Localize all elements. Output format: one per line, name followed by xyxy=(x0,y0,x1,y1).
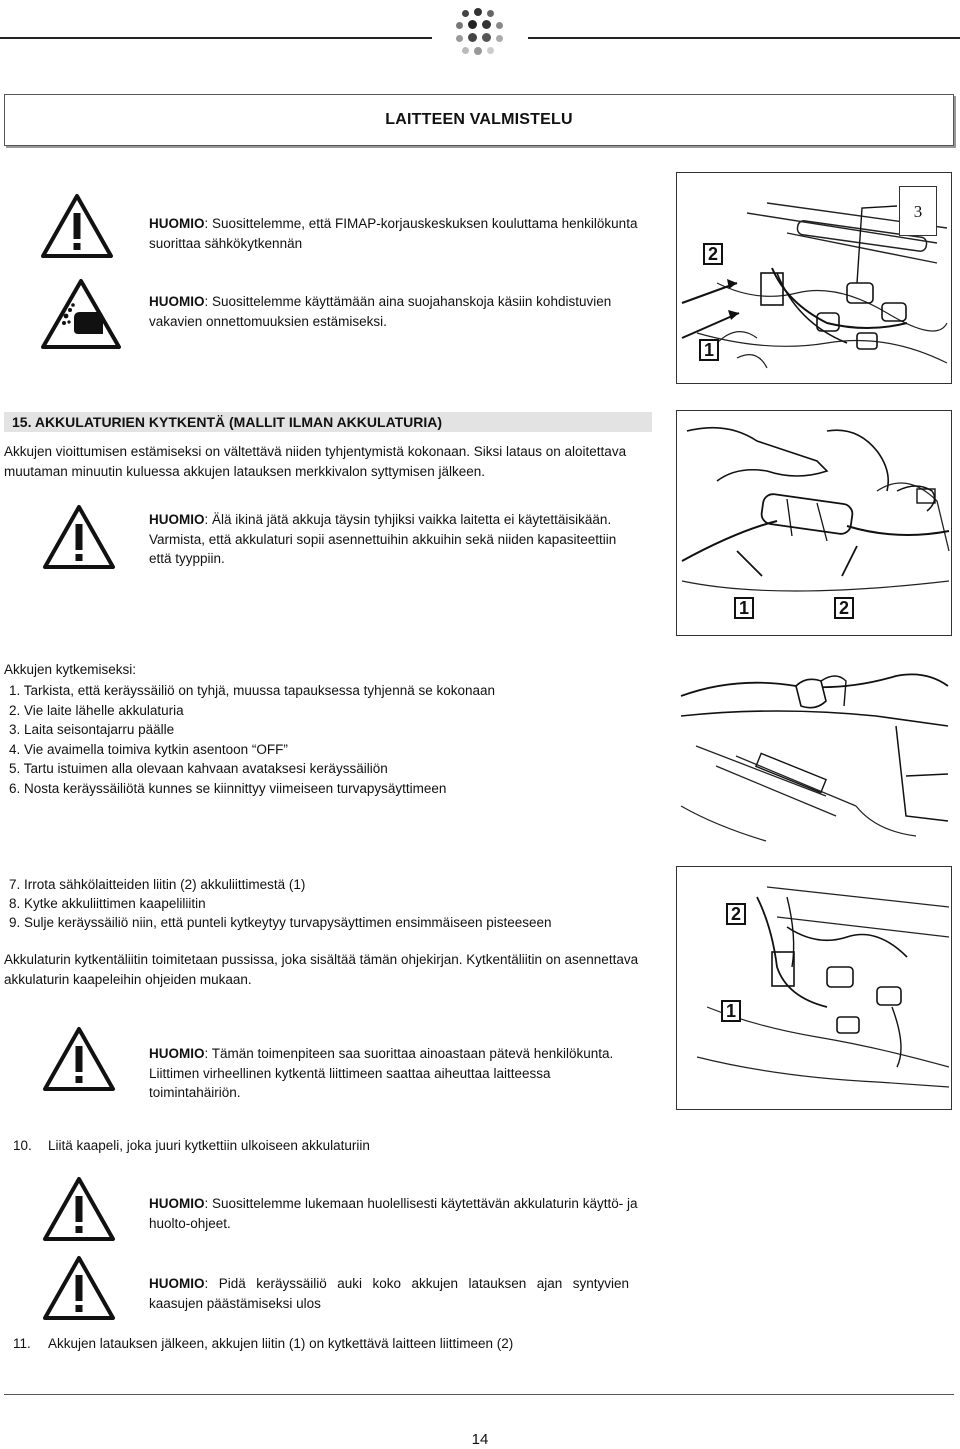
step-11-text: Akkujen latauksen jälkeen, akkujen liitin (1) on kytkettävä laitteen liittimeen (2) xyxy=(48,1336,514,1351)
step-11-number: 11. xyxy=(13,1336,31,1351)
step-item-3: 3. Laita seisontajarru päälle xyxy=(9,722,175,737)
step-item-9: 9. Sulje keräyssäiliö niin, että punteli kytkeytyy turvapysäyttimen ensimmäiseen pisteeseen xyxy=(9,915,552,930)
header-rule-right xyxy=(528,37,960,39)
warning-label: HUOMIO xyxy=(149,1276,205,1291)
step-item-1: 1. Tarkista, että keräyssäiliö on tyhjä, muussa tapauksessa tyhjennä se kokonaan xyxy=(9,683,496,698)
gloves-hazard-icon xyxy=(40,278,122,350)
warning-text-1: HUOMIO: Suosittelemme, että FIMAP-korjauskeskuksen kouluttama henkilökunta suorittaa sähkökytkennän xyxy=(149,216,638,251)
figure-label-1: 1 xyxy=(734,597,754,619)
section-intro: Akkujen vioittumisen estämiseksi on vältettävä niiden tyhjentymistä kokonaan. Siksi lataus on aloitettava muutaman minuutin kuluessa akkujen latauksen merkkivalon syttymisen jälkeen. xyxy=(4,444,627,479)
step-item-7: 7. Irrota sähkölaitteiden liitin (2) akkuliittimestä (1) xyxy=(9,877,306,892)
figure-label-2: 2 xyxy=(834,597,854,619)
page-title: LAITTEEN VALMISTELU xyxy=(385,111,573,128)
connector-note: Akkulaturin kytkentäliitin toimitetaan pussissa, joka sisältää tämän ohjekirjan. Kytkentäliitin on asennettava akkulaturin kaapeleihin ohjeiden mukaan. xyxy=(4,952,639,987)
page-number: 14 xyxy=(471,1431,489,1448)
header-rule-left xyxy=(0,37,432,39)
figure-3-illustration xyxy=(676,656,952,846)
figure-4-photo xyxy=(676,866,952,1110)
figure-label-2: 2 xyxy=(703,243,723,265)
steps-lead: Akkujen kytkemiseksi: xyxy=(4,662,137,677)
warning-triangle-icon xyxy=(42,1255,116,1321)
warning-text-4: HUOMIO: Tämän toimenpiteen saa suorittaa ainoastaan pätevä henkilökunta. Liittimen virheellinen kytkentä liittimeen saattaa aiheuttaa laitteessa toimintahäiriön. xyxy=(149,1046,614,1100)
warning-triangle-icon xyxy=(42,504,116,570)
step-item-5: 5. Tartu istuimen alla olevaan kahvaan avataksesi keräyssäiliön xyxy=(9,761,388,776)
figure-label-1: 1 xyxy=(721,1000,741,1022)
warning-triangle-icon xyxy=(42,1176,116,1242)
warning-text-6: HUOMIO: Pidä keräyssäiliö auki koko akkujen latauksen ajan syntyvien kaasujen päästämiseksi ulos xyxy=(149,1276,629,1311)
footer-rule xyxy=(4,1394,954,1395)
step-10-number: 10. xyxy=(13,1138,32,1153)
figure-2-photo xyxy=(676,410,952,636)
step-item-4: 4. Vie avaimella toimiva kytkin asentoon “OFF” xyxy=(9,742,288,757)
warning-label: HUOMIO xyxy=(149,1046,205,1061)
title-box xyxy=(4,94,954,146)
figure-callout-3: 3 xyxy=(899,186,937,236)
step-item-6: 6. Nosta keräyssäiliötä kunnes se kiinnittyy viimeiseen turvapysäyttimeen xyxy=(9,781,447,796)
section-heading: 15. AKKULATURIEN KYTKENTÄ (MALLIT ILMAN AKKULATURIA) xyxy=(12,414,443,430)
step-item-8: 8. Kytke akkuliittimen kaapeliliitin xyxy=(9,896,206,911)
warning-label: HUOMIO xyxy=(149,294,205,309)
warning-text-3: HUOMIO: Älä ikinä jätä akkuja täysin tyhjiksi vaikka laitetta ei käytettäisikään. Varmista, että akkulaturi sopii asennettuihin akkuihin sekä niiden kapasiteettiin että tyyppiin. xyxy=(149,512,617,566)
section-heading-bar xyxy=(4,412,652,432)
figure-label-2: 2 xyxy=(726,903,746,925)
logo-dots-icon xyxy=(452,4,508,60)
step-10-text: Liitä kaapeli, joka juuri kytkettiin ulkoiseen akkulaturiin xyxy=(48,1138,370,1153)
warning-triangle-icon xyxy=(40,193,114,259)
figure-label-1: 1 xyxy=(699,339,719,361)
warning-label: HUOMIO xyxy=(149,512,205,527)
warning-label: HUOMIO xyxy=(149,216,205,231)
step-item-2: 2. Vie laite lähelle akkulaturia xyxy=(9,703,184,718)
warning-text-2: HUOMIO: Suosittelemme käyttämään aina suojahanskoja käsiin kohdistuvien vakavien onnettomuuksien estämiseksi. xyxy=(149,294,612,329)
warning-text-5: HUOMIO: Suosittelemme lukemaan huolellisesti käytettävän akkulaturin käyttö- ja huolto-ohjeet. xyxy=(149,1196,638,1231)
warning-triangle-icon xyxy=(42,1026,116,1092)
warning-label: HUOMIO xyxy=(149,1196,205,1211)
